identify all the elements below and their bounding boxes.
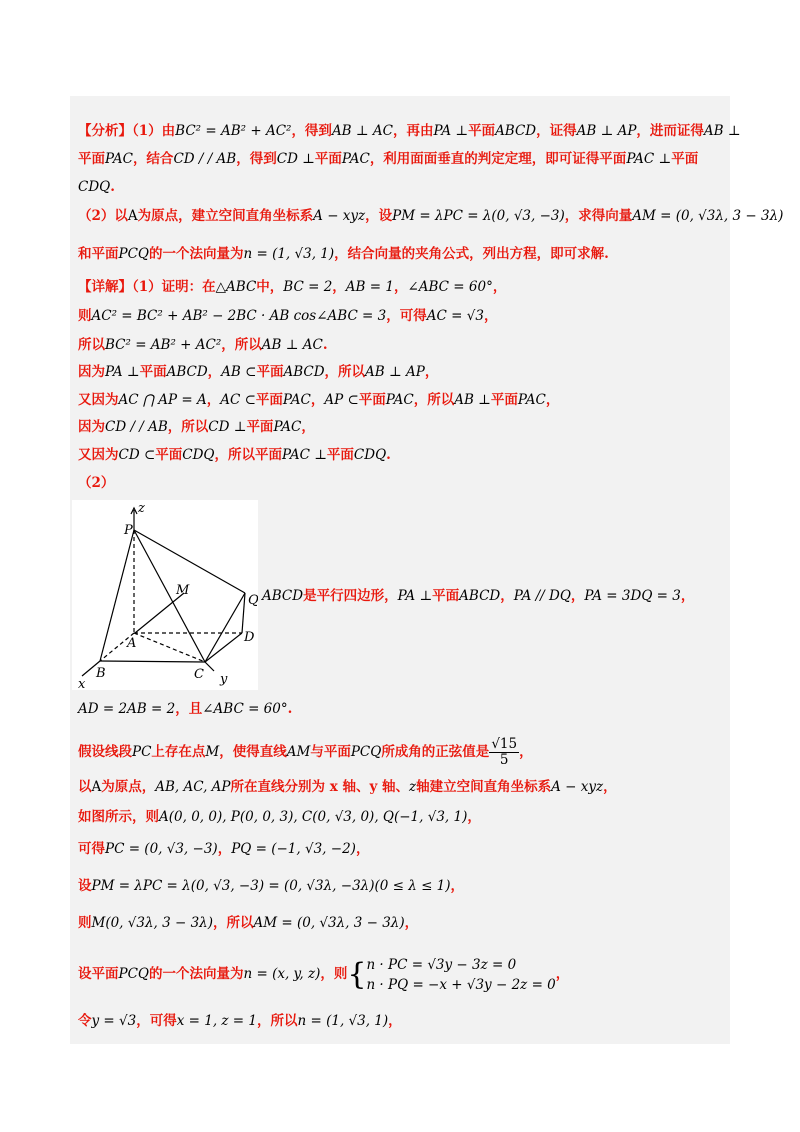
- geometry-figure: [72, 500, 258, 690]
- solution-line-2: 以A为原点，AB, AC, AP所在直线分别为 x 轴、y 轴、z轴建立空间直角坐标系A − xyz，: [78, 779, 617, 795]
- edge-CD: [205, 633, 242, 662]
- edge-DQ: [242, 593, 245, 633]
- figure-side-text: ABCD是平行四边形，PA ⊥平面ABCD，PA // DQ，PA = 3DQ = 3，: [262, 588, 695, 604]
- analysis-line-3: CDQ.: [78, 179, 115, 195]
- label-Q: Q: [248, 593, 258, 608]
- detail-line-7: 又因为CD ⊂平面CDQ，所以平面PAC ⊥平面CDQ.: [78, 447, 391, 463]
- figure-caption: AD = 2AB = 2，且∠ABC = 60°.: [78, 701, 293, 717]
- solution-line-6: 则M(0, √3λ, 3 − 3λ)，所以AM = (0, √3λ, 3 − 3λ)，: [78, 915, 419, 931]
- label-x: x: [78, 677, 86, 690]
- detail-line-3: 所以BC² = AB² + AC²，所以AB ⊥ AC.: [78, 337, 328, 353]
- y-axis: [205, 662, 214, 671]
- detail-tag: 【详解】: [78, 279, 132, 295]
- label-y: y: [220, 672, 228, 687]
- analysis-tag: 【分析】: [78, 123, 132, 139]
- detail-line-5: 又因为AC ⋂ AP = A，AC ⊂平面PAC，AP ⊂平面PAC，所以AB ⊥平面PAC，: [78, 392, 560, 408]
- analysis-line-4: （2）以A为原点，建立空间直角坐标系A − xyz，设PM = λPC = λ(0, √3, −3)，求得向量AM = (0, √3λ, 3 − 3λ): [78, 208, 784, 224]
- edge-QC: [205, 593, 245, 662]
- equation-system-brace: {: [347, 956, 367, 992]
- fraction-sqrt15-over-5: $\frac{√15}{5}$: [491, 736, 518, 768]
- detail-line-1: 【详解】（1）证明：在△ABC中，BC = 2，AB = 1，∠ABC = 60°，: [78, 279, 507, 295]
- solution-line-7: 设平面PCQ的一个法向量为n = (x, y, z)，则{ n · PC = √3y − 3z = 0 n · PQ = −x + √3y − 2z = 0 ，: [78, 956, 570, 993]
- analysis-line-2: 平面PAC，结合CD / / AB，得到CD ⊥平面PAC，利用面面垂直的判定定理，即可证得平面PAC ⊥平面: [78, 151, 699, 167]
- analysis-line-5: 和平面PCQ的一个法向量为n = (1, √3, 1)，结合向量的夹角公式，列出方程，即可求解.: [78, 246, 609, 262]
- label-M: M: [176, 583, 190, 598]
- label-z: z: [138, 501, 145, 516]
- label-P: P: [124, 523, 133, 538]
- edge-BC: [100, 661, 205, 662]
- label-C: C: [194, 667, 204, 682]
- solution-line-8: 令y = √3，可得x = 1, z = 1，所以n = (1, √3, 1)，: [78, 1013, 402, 1029]
- solution-line-5: 设PM = λPC = λ(0, √3, −3) = (0, √3λ, −3λ)(0 ≤ λ ≤ 1)，: [78, 878, 465, 894]
- part2-label: （2）: [78, 475, 115, 491]
- edge-MA: [135, 593, 184, 633]
- pyramid-diagram: [72, 500, 258, 690]
- detail-line-6: 因为CD / / AB，所以CD ⊥平面PAC，: [78, 419, 315, 435]
- label-D: D: [244, 630, 255, 645]
- solution-line-3: 如图所示，则A(0, 0, 0), P(0, 0, 3), C(0, √3, 0), Q(−1, √3, 1)，: [78, 809, 481, 825]
- equation-system: n · PC = √3y − 3z = 0 n · PQ = −x + √3y − 2z = 0: [366, 956, 556, 993]
- detail-line-4: 因为PA ⊥平面ABCD，AB ⊂平面ABCD，所以AB ⊥ AP，: [78, 364, 439, 380]
- detail-line-2: 则AC² = BC² + AB² − 2BC · AB cos∠ABC = 3，可得AC = √3，: [78, 308, 498, 324]
- label-A: A: [127, 636, 137, 651]
- analysis-line-1: 【分析】（1）由BC² = AB² + AC²，得到AB ⊥ AC，再由PA ⊥平面ABCD，证得AB ⊥ AP，进而证得AB ⊥: [78, 123, 741, 139]
- edge-AC: [134, 633, 205, 662]
- solution-line-4: 可得PC = (0, √3, −3)，PQ = (−1, √3, −2)，: [78, 841, 370, 857]
- label-B: B: [96, 666, 106, 681]
- solution-line-1: 假设线段PC上存在点M，使得直线AM与平面PCQ所成角的正弦值是 $\frac{√15}{5}$ ，: [78, 736, 533, 768]
